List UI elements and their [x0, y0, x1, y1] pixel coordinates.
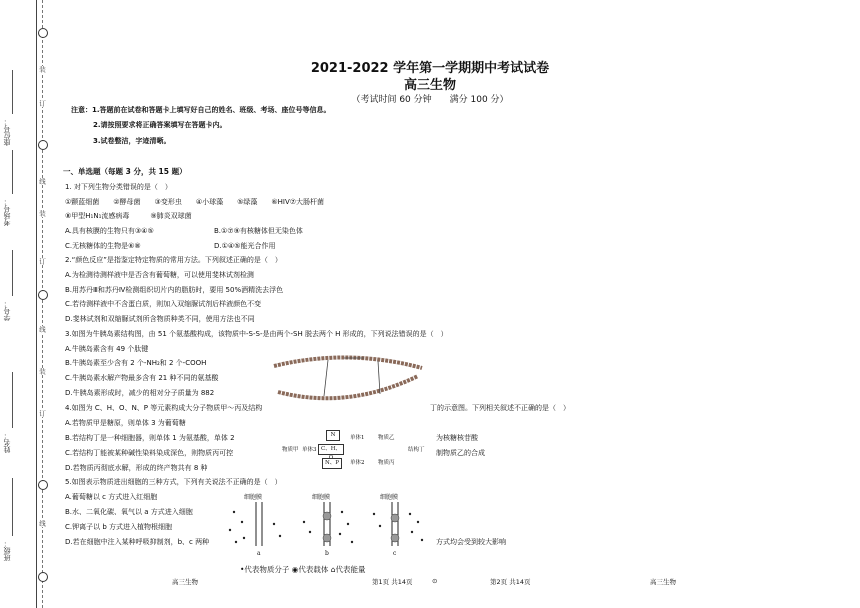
- seal-word: 线: [38, 178, 46, 185]
- fig4-diagram: [282, 430, 432, 470]
- footer-subject-right: 高三生物: [650, 578, 676, 586]
- binding-hole: [38, 140, 48, 150]
- carrier-icon: [391, 514, 399, 522]
- fig4-box-np: N、P: [322, 458, 342, 469]
- fig4-unit3: 单体3: [302, 447, 317, 453]
- seal-word: 订: [38, 100, 46, 107]
- exam-subject: 高三生物: [403, 78, 456, 93]
- field-class: 班级：: [3, 540, 11, 561]
- note-2: 2.请按照要求将正确答案填写在答题卡内。: [93, 121, 227, 129]
- note-1: 注意：1.答题前在试卷和答题卡上填写好自己的姓名、班级、考场、座位号等信息。: [71, 106, 331, 114]
- field-class-line[interactable]: [12, 478, 13, 536]
- q3-option-b: B.牛胰岛素至少含有 2 个-NH₂和 2 个-COOH: [65, 359, 207, 367]
- fig5-membrane-c: 细胞膜: [380, 494, 399, 501]
- fig4-box-n: N: [326, 430, 340, 441]
- field-id: 学号：: [3, 300, 11, 321]
- fig5-membranes-svg: [214, 502, 454, 550]
- question-5: 5.如图表示物质进出细胞的三种方式，下列有关说法不正确的是（ ）: [65, 478, 282, 486]
- binding-hole: [38, 572, 48, 582]
- q2-option-b: B.用苏丹Ⅲ和苏丹Ⅳ检测组织切片内的脂肪时，要用 50%酒精洗去浮色: [65, 286, 284, 294]
- footer-subject-left: 高三生物: [172, 578, 198, 586]
- fig5-label-b: b: [325, 550, 329, 557]
- seal-word: 装: [38, 66, 46, 73]
- q1-option-b: B.①⑦⑨有核糖体但无染色体: [214, 227, 303, 235]
- q1-items: ①颤蓝细菌 ②酵母菌 ③变形虫 ④小球藻 ⑤绿藻 ⑥HIV⑦大肠杆菌: [65, 198, 325, 206]
- q5-option-d-cont: 方式均会受到较大影响: [436, 538, 506, 546]
- disulfide-bond: [324, 360, 328, 396]
- fig5-diagram: [214, 492, 454, 562]
- fig4-unit1: 单体1: [350, 435, 365, 441]
- q3-option-d: D.牛胰岛素形成时，减少的相对分子质量为 882: [65, 389, 215, 397]
- seal-word: 线: [38, 520, 46, 527]
- field-room-line[interactable]: [12, 150, 13, 194]
- exam-title: 2021-2022 学年第一学期期中考试试卷: [310, 61, 550, 76]
- q2-option-d: D.斐林试剂和双缩脲试剂所含物质种类不同，使用方法也不同: [65, 315, 255, 323]
- q5-option-c: C.钾离子以 b 方式进入植物根细胞: [65, 523, 173, 531]
- fig4-sub-jia: 物质甲: [282, 447, 299, 453]
- q1-option-a: A.具有核膜的生物只有③④⑤: [65, 227, 154, 235]
- q2-option-a: A.为检测待测样液中是否含有葡萄糖，可以使用斐林试剂检测: [65, 271, 254, 279]
- seal-word: 装: [38, 210, 46, 217]
- exam-info: （考试时间 60 分钟 满分 100 分）: [351, 95, 509, 105]
- field-seat: 座位号：: [3, 118, 11, 146]
- q3-option-c: C.牛胰岛素水解产物最多含有 21 种不同的氨基酸: [65, 374, 219, 382]
- q4-option-b-cont: 为核糖核苷酸: [436, 434, 478, 442]
- q5-option-a: A.葡萄糖以 c 方式进入红细胞: [65, 493, 158, 501]
- fig5-label-a: a: [257, 550, 261, 557]
- question-4-cont: 丁的示意图。下列相关叙述不正确的是（ ）: [430, 404, 570, 412]
- carrier-icon: [391, 534, 399, 542]
- q4-option-c: C.若结构丁能被某种碱性染料染成深色，则物质丙可控: [65, 449, 234, 457]
- question-1: 1. 对下列生物分类错误的是（ ）: [65, 183, 172, 191]
- q5-option-b: B.水、二氧化碳、氧气以 a 方式进入细胞: [65, 508, 193, 516]
- fig5-legend: •代表物质分子 ◉代表载体 ⌂代表能量: [240, 565, 366, 574]
- seal-word: 订: [38, 258, 46, 265]
- binding-hole: [38, 480, 48, 490]
- q4-option-a: A.若物质甲是糖原，则单体 3 为葡萄糖: [65, 419, 186, 427]
- q3-option-a: A.牛胰岛素含有 49 个肽键: [65, 345, 149, 353]
- field-room: 考场号：: [3, 198, 11, 226]
- field-name-line[interactable]: [12, 372, 13, 428]
- question-4: 4.如图为 C、H、O、N、P 等元素构成大分子物质甲～丙及结构: [65, 404, 263, 412]
- q5-option-d: D.若在细胞中注入某种呼吸抑制剂，b、c 两种: [65, 538, 210, 546]
- fig5-membrane-b: 细胞膜: [312, 494, 331, 501]
- footer-page-2: 第2页 共14页: [490, 578, 531, 586]
- insulin-b-chain: [278, 376, 418, 398]
- note-3: 3.试卷整洁，字迹清晰。: [93, 137, 171, 145]
- footer-mark: ⊙: [432, 577, 438, 585]
- seal-word: 订: [38, 410, 46, 417]
- carrier-icon: [323, 512, 331, 520]
- q1-option-d: D.①④⑤能光合作用: [214, 242, 276, 250]
- fig4-sub-yi: 物质乙: [378, 435, 395, 441]
- fig4-sub-bing: 物质丙: [378, 460, 395, 466]
- q4-option-d: D.若物质丙彻底水解，形成的终产物共有 8 种: [65, 464, 208, 472]
- q1-items-2: ⑧甲型H₁N₁流感病毒 ⑨肺炎双球菌: [65, 212, 192, 220]
- fig4-unit2: 单体2: [350, 460, 365, 466]
- fig4-box-cho: C、H、O: [318, 444, 344, 455]
- fig5-membrane-a: 细胞膜: [244, 494, 263, 501]
- q4-option-c-cont: 制物质乙的合成: [436, 449, 485, 457]
- q2-option-c: C.若待测样液中不含蛋白质，则加入双缩脲试剂后样液颜色不变: [65, 300, 262, 308]
- insulin-structure-figure: [268, 352, 428, 410]
- fig5-label-c: c: [393, 550, 397, 557]
- field-id-line[interactable]: [12, 250, 13, 296]
- q1-option-c: C.无核糖体的生物是⑥⑧: [65, 242, 141, 250]
- question-2: 2.“颜色反应”是指鉴定特定物质的常用方法。下列叙述正确的是（ ）: [65, 256, 282, 264]
- insulin-a-chain: [274, 357, 422, 368]
- carrier-icon: [323, 534, 331, 542]
- section-title: 一、单选题（每题 3 分，共 15 题）: [63, 167, 187, 176]
- field-name: 姓名：: [3, 432, 11, 453]
- question-3: 3.如图为牛胰岛素结构图，由 51 个氨基酸构成，该物质中-S-S-是由两个-SH 脱去两个 H 形成的，下列说法错误的是（ ）: [65, 330, 448, 338]
- binding-hole: [38, 28, 48, 38]
- seal-word: 装: [38, 368, 46, 375]
- seal-word: 线: [38, 326, 46, 333]
- footer-page-1: 第1页 共14页: [372, 578, 413, 586]
- binding-hole: [38, 290, 48, 300]
- fig4-struct-ding: 结构丁: [408, 447, 425, 453]
- q4-option-b: B.若结构丁是一种细胞器，则单体 1 为氨基酸，单体 2: [65, 434, 235, 442]
